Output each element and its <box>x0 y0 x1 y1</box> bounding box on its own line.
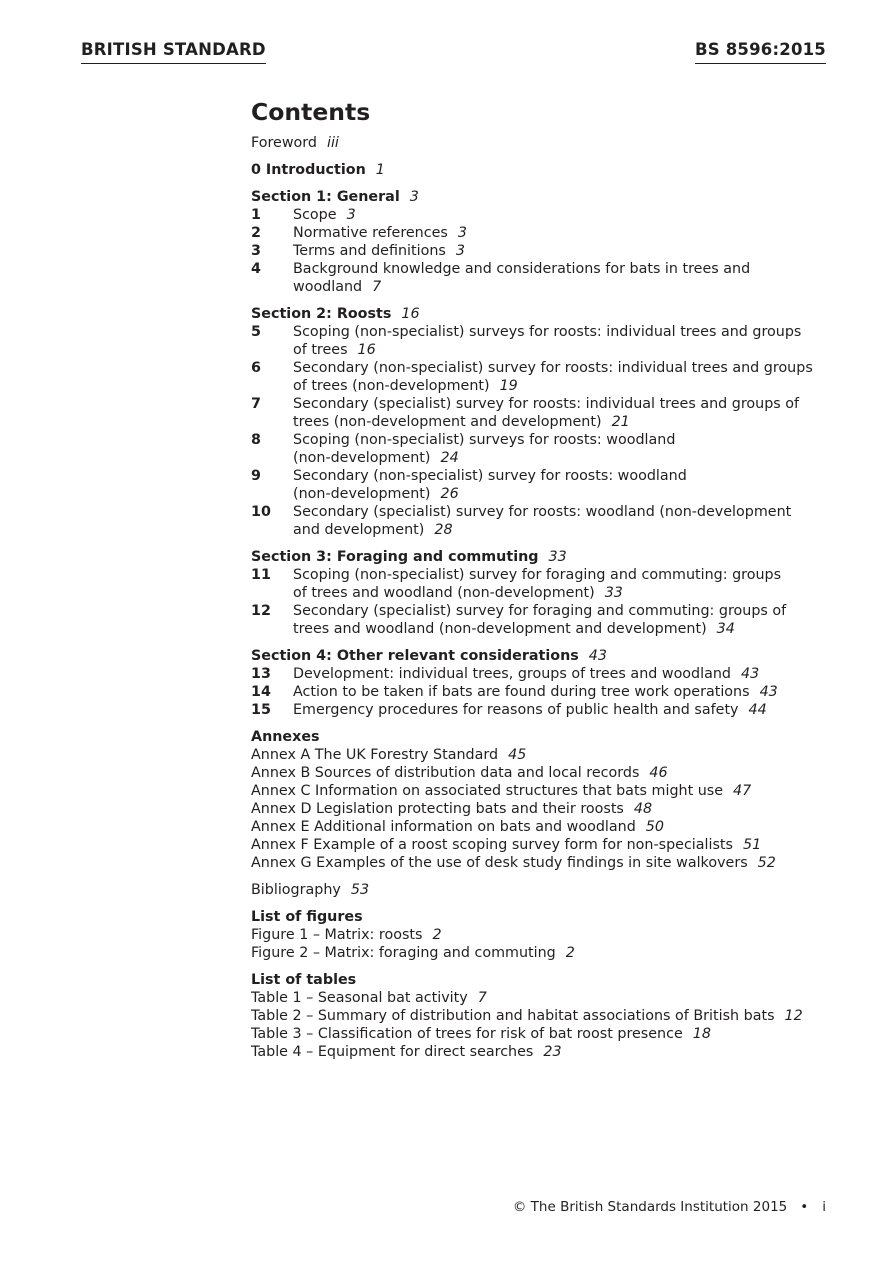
copyright-notice: © The British Standards Institution 2015 <box>512 1199 788 1215</box>
toc-table-entry[interactable] <box>251 989 831 1007</box>
clause-number: 14 <box>251 684 271 700</box>
toc-entry-label: Table 4 – Equipment for direct searches <box>251 1044 534 1060</box>
toc-entry[interactable] <box>251 665 831 683</box>
toc-section-foraging <box>251 548 831 638</box>
toc-page-number: 12 <box>784 1008 803 1024</box>
toc-page-number: 44 <box>748 702 767 718</box>
toc-annex-entry[interactable] <box>251 818 831 836</box>
toc-page-number: 21 <box>611 414 630 430</box>
toc-entry[interactable] <box>251 224 831 242</box>
toc-page-number: 28 <box>434 522 453 538</box>
clause-number: 7 <box>251 396 261 412</box>
toc-entry[interactable] <box>251 395 831 431</box>
clause-number: 3 <box>251 243 261 259</box>
toc-entry-label: Scoping (non-specialist) surveys for roosts: individual trees and groups of trees <box>293 324 802 358</box>
clause-number: 1 <box>251 207 261 223</box>
toc-page-number: 3 <box>346 207 356 223</box>
clause-number: 8 <box>251 432 261 448</box>
toc-entry-label: Annex A The UK Forestry Standard <box>251 747 499 763</box>
section-heading-label: Section 1: General <box>251 189 400 205</box>
clause-number: 15 <box>251 702 271 718</box>
toc-page-number: 53 <box>350 882 370 898</box>
toc-page-number: 43 <box>759 684 778 700</box>
toc-table-entry[interactable] <box>251 1007 831 1025</box>
section-heading[interactable] <box>251 548 831 566</box>
toc-list-of-tables <box>251 971 831 1061</box>
toc-entry[interactable] <box>251 206 831 224</box>
toc-section-general <box>251 188 831 296</box>
toc-page-number: 24 <box>440 450 459 466</box>
toc-entry-label: Secondary (specialist) survey for foraging and commuting: groups of trees and woodland (non-development and development) <box>293 603 787 637</box>
header-standard-number: BS 8596:2015 <box>695 40 826 64</box>
toc-annex-entry[interactable] <box>251 746 831 764</box>
bullet-separator: • <box>800 1199 809 1215</box>
toc-annex-entry[interactable] <box>251 836 831 854</box>
toc-page-number: 34 <box>716 621 735 637</box>
toc-entry-label: Terms and definitions <box>293 243 446 259</box>
toc-entry-label: 0 Introduction <box>251 162 366 178</box>
toc-entry-label: Secondary (specialist) survey for roosts: individual trees and groups of trees (non-development and development) <box>293 396 800 430</box>
clause-number: 2 <box>251 225 261 241</box>
toc-entry[interactable] <box>251 260 831 296</box>
toc-page-number: 18 <box>692 1026 711 1042</box>
toc-page-number: 16 <box>401 306 420 322</box>
page-title: Contents <box>251 98 371 126</box>
toc-entry-label: Annex E Additional information on bats and woodland <box>251 819 636 835</box>
toc-entry[interactable] <box>251 566 831 602</box>
toc-entry-label: Annex B Sources of distribution data and local records <box>251 765 640 781</box>
toc-entry-label: Scoping (non-specialist) survey for foraging and commuting: groups of trees and woodland (non-development) <box>293 567 782 601</box>
clause-number: 10 <box>251 504 271 520</box>
toc-entry[interactable] <box>251 431 831 467</box>
clause-number: 11 <box>251 567 271 583</box>
toc-entry[interactable] <box>251 602 831 638</box>
toc-page-number: 33 <box>604 585 623 601</box>
section-heading-label: Section 4: Other relevant considerations <box>251 648 579 664</box>
section-heading-label: Section 3: Foraging and commuting <box>251 549 539 565</box>
toc-entry-label: Figure 2 – Matrix: foraging and commuting <box>251 945 556 961</box>
toc-entry-label: Annex G Examples of the use of desk study findings in site walkovers <box>251 855 748 871</box>
toc-entry-label: Secondary (specialist) survey for roosts: woodland (non-development and development) <box>293 504 792 538</box>
toc-page-number: 50 <box>645 819 664 835</box>
toc-page-number: 3 <box>455 243 465 259</box>
toc-page-number: 48 <box>633 801 653 817</box>
toc-entry[interactable] <box>251 359 831 395</box>
toc-page-number: 47 <box>733 783 752 799</box>
toc-page-number: 43 <box>741 666 760 682</box>
tables-heading: List of tables <box>251 972 357 988</box>
toc-entry-label: Table 2 – Summary of distribution and habitat associations of British bats <box>251 1008 775 1024</box>
toc-page-number: 7 <box>477 990 487 1006</box>
clause-number: 9 <box>251 468 261 484</box>
toc-page-number: 2 <box>565 945 575 961</box>
toc-entry-label: Scope <box>293 207 337 223</box>
toc-page-number: 26 <box>440 486 459 502</box>
toc-foreword[interactable] <box>251 134 831 152</box>
toc-entry[interactable] <box>251 242 831 260</box>
toc-introduction[interactable] <box>251 161 831 179</box>
toc-entry-label: Normative references <box>293 225 448 241</box>
toc-figure-entry[interactable] <box>251 944 831 962</box>
section-heading-label: Section 2: Roosts <box>251 306 392 322</box>
toc-entry-label: Bibliography <box>251 882 341 898</box>
toc-page-number: 43 <box>588 648 607 664</box>
toc-page-number: 52 <box>757 855 776 871</box>
figures-heading: List of figures <box>251 909 363 925</box>
toc-entry[interactable] <box>251 683 831 701</box>
table-of-contents <box>251 98 831 1070</box>
toc-page-number: 23 <box>543 1044 562 1060</box>
page-footer <box>513 1199 826 1216</box>
toc-annex-entry[interactable] <box>251 782 831 800</box>
section-heading[interactable] <box>251 647 831 665</box>
toc-annex-entry[interactable] <box>251 800 831 818</box>
toc-entry-label: Table 3 – Classification of trees for risk of bat roost presence <box>251 1026 683 1042</box>
toc-page-number: 1 <box>375 162 385 178</box>
toc-page-number: 16 <box>357 342 376 358</box>
toc-entry-label: Secondary (non-specialist) survey for roosts: individual trees and groups of trees (non-development) <box>293 360 813 394</box>
annexes-heading: Annexes <box>251 729 320 745</box>
toc-entry-label: Annex C Information on associated structures that bats might use <box>251 783 724 799</box>
toc-entry-label: Annex D Legislation protecting bats and their roosts <box>251 801 624 817</box>
clause-number: 12 <box>251 603 271 619</box>
toc-annex-entry[interactable] <box>251 764 831 782</box>
toc-entry-label: Annex F Example of a roost scoping survey form for non-specialists <box>251 837 733 853</box>
toc-annex-entry[interactable] <box>251 854 831 872</box>
toc-page-number: iii <box>326 135 339 151</box>
toc-entry-label: Background knowledge and considerations for bats in trees and woodland <box>293 261 751 295</box>
page-number: i <box>822 1199 826 1215</box>
toc-section-other <box>251 647 831 719</box>
toc-entry[interactable] <box>251 701 831 719</box>
section-heading[interactable] <box>251 188 831 206</box>
toc-figure-entry[interactable] <box>251 926 831 944</box>
toc-table-entry[interactable] <box>251 1025 831 1043</box>
toc-table-entry[interactable] <box>251 1043 831 1061</box>
toc-entry-label: Action to be taken if bats are found during tree work operations <box>293 684 750 700</box>
toc-list-of-figures <box>251 908 831 962</box>
header-standard-label: BRITISH STANDARD <box>81 40 266 64</box>
toc-entry-label: Foreword <box>251 135 317 151</box>
toc-entry-label: Emergency procedures for reasons of public health and safety <box>293 702 739 718</box>
toc-annexes <box>251 728 831 872</box>
toc-section-roosts <box>251 305 831 539</box>
toc-entry[interactable] <box>251 467 831 503</box>
section-heading[interactable] <box>251 305 831 323</box>
toc-page-number: 2 <box>432 927 442 943</box>
toc-bibliography[interactable] <box>251 881 831 899</box>
clause-number: 5 <box>251 324 261 340</box>
clause-number: 13 <box>251 666 271 682</box>
toc-page-number: 19 <box>499 378 518 394</box>
toc-page-number: 3 <box>457 225 467 241</box>
clause-number: 6 <box>251 360 261 376</box>
toc-entry-label: Development: individual trees, groups of trees and woodland <box>293 666 732 682</box>
toc-entry-label: Scoping (non-specialist) surveys for roosts: woodland (non-development) <box>293 432 676 466</box>
toc-page-number: 3 <box>409 189 419 205</box>
toc-entry-label: Secondary (non-specialist) survey for roosts: woodland (non-development) <box>293 468 687 502</box>
toc-page-number: 51 <box>742 837 762 853</box>
toc-page-number: 46 <box>649 765 668 781</box>
toc-entry[interactable] <box>251 323 831 359</box>
toc-entry-label: Table 1 – Seasonal bat activity <box>251 990 468 1006</box>
toc-page-number: 7 <box>372 279 382 295</box>
toc-entry-label: Figure 1 – Matrix: roosts <box>251 927 423 943</box>
clause-number: 4 <box>251 261 261 277</box>
toc-page-number: 45 <box>508 747 527 763</box>
toc-page-number: 33 <box>548 549 567 565</box>
toc-entry[interactable] <box>251 503 831 539</box>
